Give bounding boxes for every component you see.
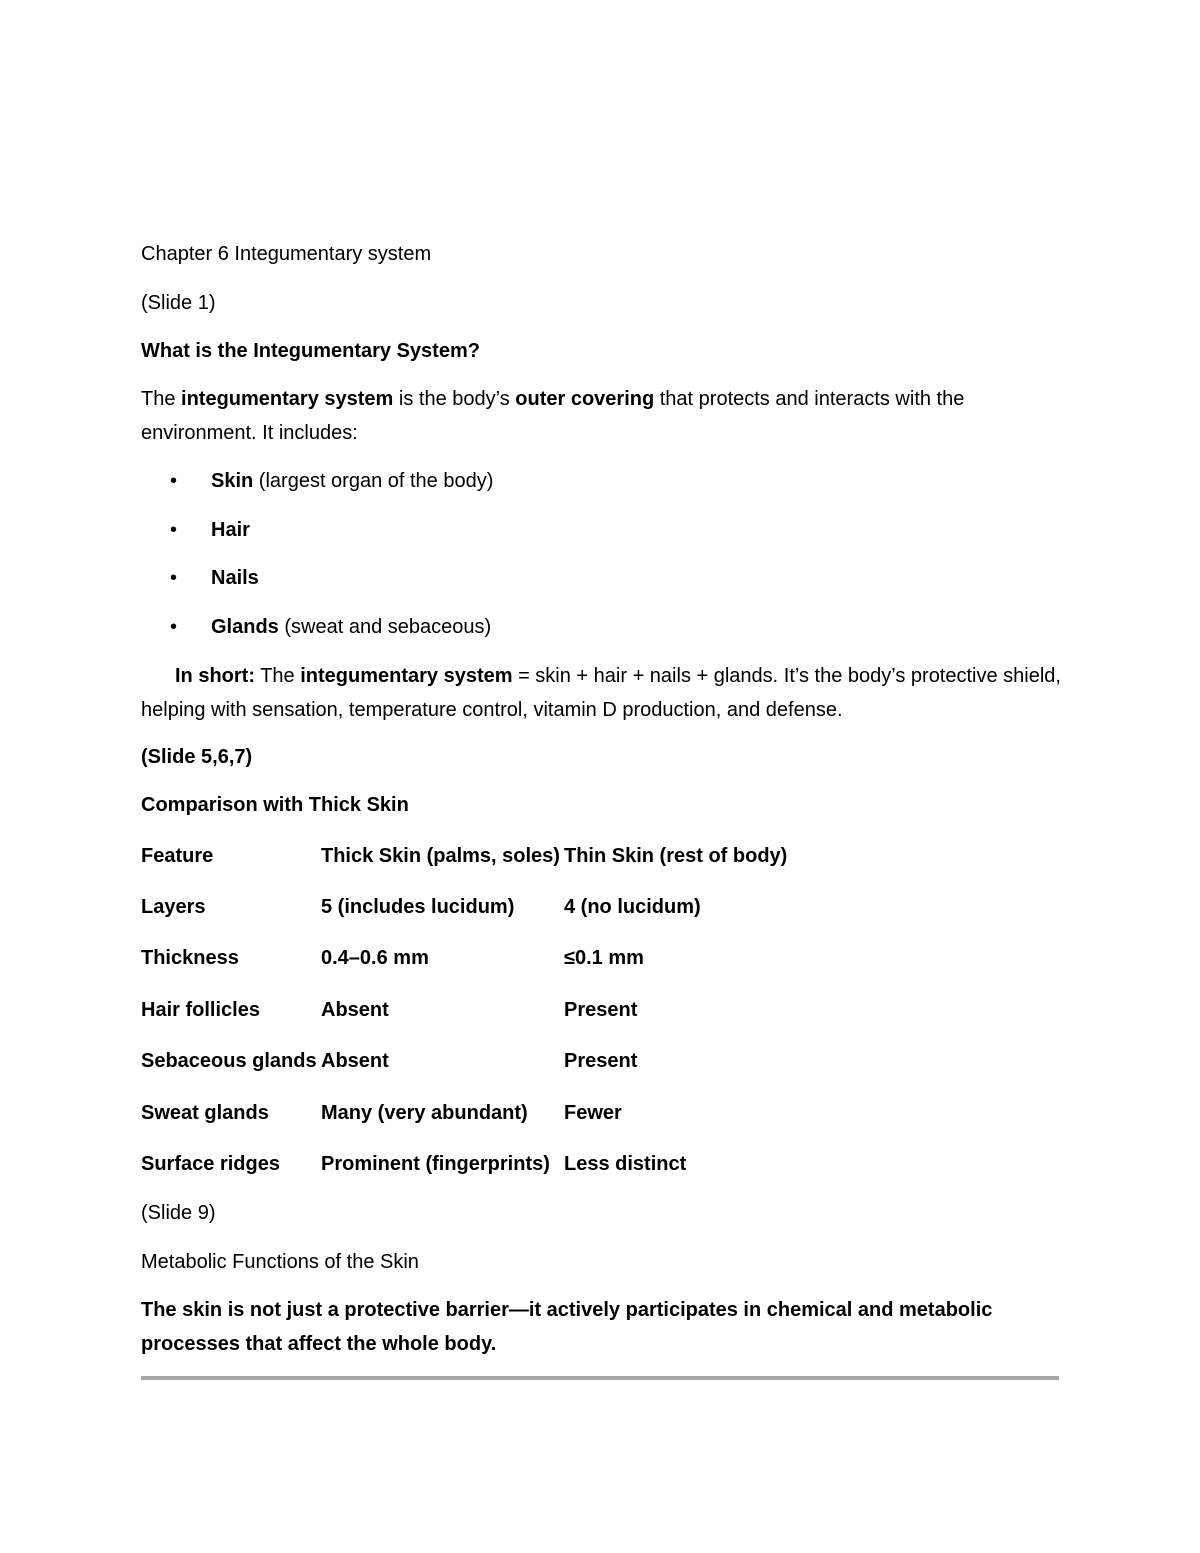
table-cell: Thickness <box>141 947 239 969</box>
section-heading-comparison: Comparison with Thick Skin <box>141 794 409 816</box>
intro-bold-outer-covering: outer covering <box>515 388 655 410</box>
intro-paragraph <box>141 382 1061 450</box>
table-cell: Absent <box>321 999 389 1021</box>
table-cell: Present <box>564 999 638 1021</box>
list-item-term: Nails <box>211 567 259 589</box>
table-cell: Surface ridges <box>141 1153 280 1175</box>
table-cell: Sebaceous glands <box>141 1050 317 1072</box>
horizontal-rule <box>141 1376 1059 1380</box>
section-heading-what-is: What is the Integumentary System? <box>141 340 480 362</box>
section-heading-metabolic: Metabolic Functions of the Skin <box>141 1251 419 1273</box>
list-item <box>170 610 491 644</box>
summary-bold-integumentary: integumentary system <box>300 665 513 687</box>
slide-9-label: (Slide 9) <box>141 1202 216 1224</box>
table-cell: Many (very abundant) <box>321 1102 528 1124</box>
bullet-icon: • <box>170 616 178 638</box>
intro-bold-integumentary: integumentary system <box>181 388 394 410</box>
table-header-cell: Feature <box>141 845 214 867</box>
list-item-term: Glands <box>211 616 279 638</box>
table-cell: 4 (no lucidum) <box>564 896 701 918</box>
summary-bold-in-short: In short: <box>175 665 255 687</box>
table-cell: Prominent (fingerprints) <box>321 1153 550 1175</box>
intro-text-2: is the body’s <box>393 388 516 410</box>
list-item <box>170 513 250 547</box>
metabolic-paragraph: The skin is not just a protective barrier—it actively participates in chemical and metabolic processes that affect the whole body. <box>141 1299 993 1355</box>
table-cell: Layers <box>141 896 206 918</box>
summary-paragraph <box>141 659 1061 727</box>
list-item <box>170 464 493 498</box>
list-item-note: (largest organ of the body) <box>253 470 494 492</box>
list-item-term: Skin <box>211 470 254 492</box>
table-cell: ≤0.1 mm <box>564 947 644 969</box>
chapter-title: Chapter 6 Integumentary system <box>141 243 432 265</box>
bullet-icon: • <box>170 519 178 541</box>
slide-5-6-7-label: (Slide 5,6,7) <box>141 746 253 768</box>
summary-text-1: The <box>255 665 301 687</box>
list-item-note: (sweat and sebaceous) <box>278 616 492 638</box>
table-cell: Absent <box>321 1050 389 1072</box>
table-cell: 0.4–0.6 mm <box>321 947 429 969</box>
slide-1-label: (Slide 1) <box>141 292 216 314</box>
table-cell: Fewer <box>564 1102 622 1124</box>
summary-text-2: = skin + hair + nails + glands. It’s the body’s protective shield, helping with sensation, temperature control, vitamin D production, and defense. <box>141 665 1061 721</box>
bullet-icon: • <box>170 470 178 492</box>
intro-text-1: The <box>141 388 182 410</box>
table-cell: Less distinct <box>564 1153 687 1175</box>
table-cell: Hair follicles <box>141 999 260 1021</box>
table-cell: Sweat glands <box>141 1102 269 1124</box>
list-item-term: Hair <box>211 519 250 541</box>
bullet-icon: • <box>170 567 178 589</box>
table-cell: Present <box>564 1050 638 1072</box>
list-item <box>170 561 259 595</box>
table-cell: 5 (includes lucidum) <box>321 896 515 918</box>
intro-text-3: that protects and interacts with the environment. It includes: <box>141 388 965 444</box>
table-header-cell: Thin Skin (rest of body) <box>564 845 788 867</box>
table-header-cell: Thick Skin (palms, soles) <box>321 845 560 867</box>
